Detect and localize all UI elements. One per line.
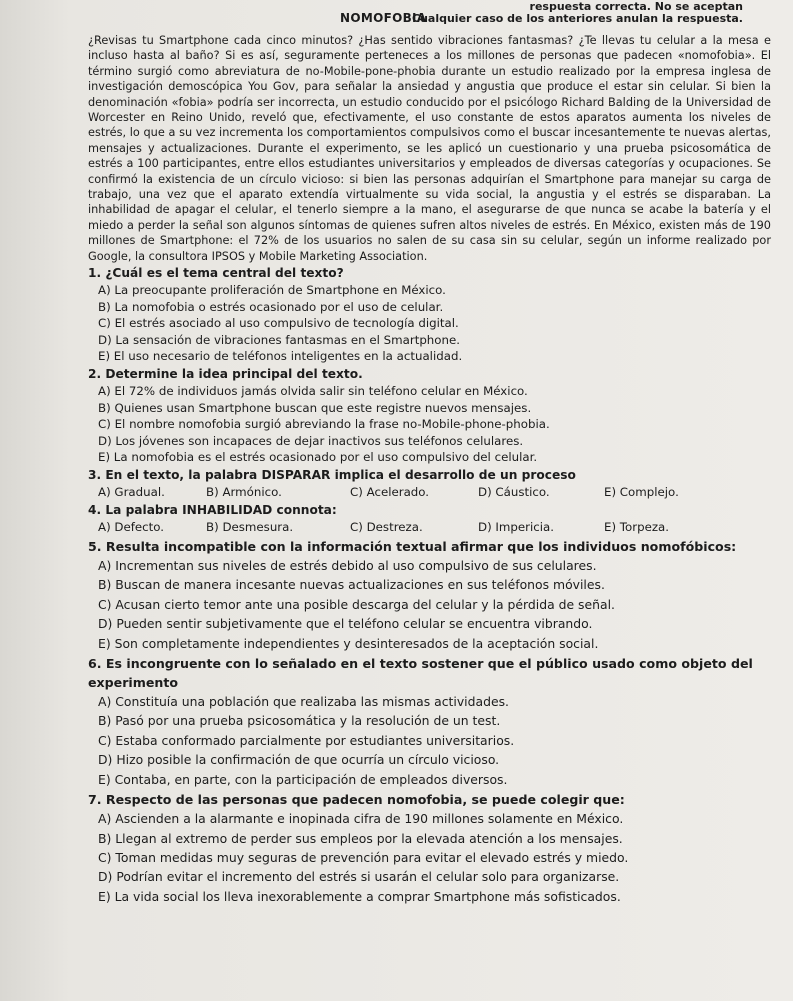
option-e: E) El uso necesario de teléfonos inteligentes en la actualidad.	[98, 349, 463, 364]
option-b: B) Pasó por una prueba psicosomática y la resolución de un test.	[98, 713, 501, 729]
question-stem: 2. Determine la idea principal del texto.	[88, 367, 363, 382]
option-d: D) Pueden sentir subjetivamente que el teléfono celular se encuentra vibrando.	[98, 616, 593, 632]
option-e: E) Complejo.	[604, 485, 679, 500]
question-2	[88, 366, 771, 466]
option-e: E) Son completamente independientes y desinteresados de la aceptación social.	[98, 635, 599, 651]
question-4	[88, 502, 771, 536]
option-a: A) La preocupante proliferación de Smartphone en México.	[98, 283, 446, 298]
option-e: E) Contaba, en parte, con la participación de empleados diversos.	[98, 771, 508, 787]
question-stem: 4. La palabra INHABILIDAD connota:	[88, 503, 337, 518]
reading-passage: ¿Revisas tu Smartphone cada cinco minutos? ¿Has sentido vibraciones fantasmas? ¿Te llevas tu celular a la mesa e incluso hasta al baño? Si es así, seguramente perteneces a los millones de personas que padecen «nomofobia». El término surgió como abreviatura de no-Mobile-pone-phobia durante un estudio realizado por la empresa inglesa de investigación demoscópica You Gov, para señalar la ansiedad y angustia que produce el estar sin celular. Si bien la denominación «fobia» podría ser incorrecta, un estudio conducido por el psicólogo Richard Balding de la Universidad de Worcester en Reino Unido, reveló que, efectivamente, el uso constante de estos aparatos aumenta los niveles de estrés, lo que a su vez incrementa los comportamientos compulsivos como el buscar incesantemente te nuevas alertas, mensajes y actualizaciones. Durante el experimento, se les aplicó un cuestionario y una prueba psicosomática de estrés a 100 participantes, entre ellos estudiantes universitarios y empleados de diversas categorías y ocupaciones. Se confirmó la existencia de un círculo vicioso: si bien las personas adquirían el Smartphone para manejar su carga de trabajo, una vez que el aparato extendía virtualmente su vida social, la angustia y el estrés se disparaban. La inhabilidad de apagar el celular, el tenerlo siempre a la mano, el asegurarse de que nunca se acabe la batería y el miedo a perder la señal son algunos síntomas de quienes sufren altos niveles de estrés. En México, existen más de 190 millones de Smartphone: el 72% de los usuarios no salen de su casa sin su celular, según un informe realizado por Google, la consultora IPSOS y Mobile Marketing Association.	[88, 34, 771, 263]
instruction-note-line-1: respuesta correcta. No se aceptan	[529, 0, 743, 13]
document-title: NOMOFOBIA	[340, 11, 427, 25]
option-a: A) Defecto.	[98, 520, 165, 535]
option-e: E) La vida social los lleva inexorablemente a comprar Smartphone más sofisticados.	[98, 888, 621, 904]
question-5	[88, 537, 771, 653]
option-a: A) Constituía una población que realizaba las mismas actividades.	[98, 694, 509, 710]
option-b: B) La nomofobia o estrés ocasionado por el uso de celular.	[98, 299, 444, 314]
option-a: A) Gradual.	[98, 485, 165, 500]
option-d: D) Impericia.	[478, 520, 555, 535]
option-b: B) Quienes usan Smartphone buscan que este registre nuevos mensajes.	[98, 400, 532, 415]
option-c: C) Acelerado.	[350, 485, 430, 500]
option-e: E) La nomofobia es el estrés ocasionado por el uso compulsivo del celular.	[98, 450, 538, 465]
question-6	[88, 654, 771, 789]
option-d: D) Podrían evitar el incremento del estrés si usarán el celular solo para organizarse.	[98, 869, 620, 885]
options-row	[88, 519, 771, 536]
option-c: C) Acusan cierto temor ante una posible descarga del celular y la pérdida de señal.	[98, 596, 615, 612]
option-d: D) Cáustico.	[478, 485, 550, 500]
question-3	[88, 467, 771, 501]
question-1	[88, 265, 771, 365]
option-c: C) Destreza.	[350, 520, 423, 535]
question-stem: 5. Resulta incompatible con la información textual afirmar que los individuos nomofóbicos:	[88, 539, 737, 555]
options-row	[88, 484, 771, 501]
option-c: C) Estaba conformado parcialmente por estudiantes universitarios.	[98, 732, 515, 748]
option-e: E) Torpeza.	[604, 520, 669, 535]
option-b: B) Llegan al extremo de perder sus empleos por la elevada atención a los mensajes.	[98, 830, 623, 846]
question-stem: 1. ¿Cuál es el tema central del texto?	[88, 266, 344, 281]
question-stem: 6. Es incongruente con lo señalado en el texto sostener que el público usado como objeto del experimento	[88, 656, 753, 691]
option-b: B) Buscan de manera incesante nuevas actualizaciones en sus teléfonos móviles.	[98, 577, 605, 593]
option-d: D) Hizo posible la confirmación de que ocurría un círculo vicioso.	[98, 752, 500, 768]
option-d: D) La sensación de vibraciones fantasmas en el Smartphone.	[98, 332, 460, 347]
option-a: A) Incrementan sus niveles de estrés debido al uso compulsivo de sus celulares.	[98, 558, 597, 574]
option-c: C) El nombre nomofobia surgió abreviando la frase no-Mobile-phone-phobia.	[98, 417, 550, 432]
question-stem: 3. En el texto, la palabra DISPARAR implica el desarrollo de un proceso	[88, 468, 576, 483]
option-c: C) Toman medidas muy seguras de prevención para evitar el elevado estrés y miedo.	[98, 849, 629, 865]
question-stem: 7. Respecto de las personas que padecen nomofobia, se puede colegir que:	[88, 792, 625, 808]
option-a: A) Ascienden a la alarmante e inopinada cifra de 190 millones solamente en México.	[98, 811, 624, 827]
option-c: C) El estrés asociado al uso compulsivo de tecnología digital.	[98, 316, 459, 331]
option-d: D) Los jóvenes son incapaces de dejar inactivos sus teléfonos celulares.	[98, 433, 524, 448]
instruction-note-line-2: Cualquier caso de los anteriores anulan la respuesta.	[412, 12, 743, 25]
question-7	[88, 790, 771, 906]
option-b: B) Armónico.	[206, 485, 282, 500]
option-a: A) El 72% de individuos jamás olvida salir sin teléfono celular en México.	[98, 384, 528, 399]
option-b: B) Desmesura.	[206, 520, 294, 535]
